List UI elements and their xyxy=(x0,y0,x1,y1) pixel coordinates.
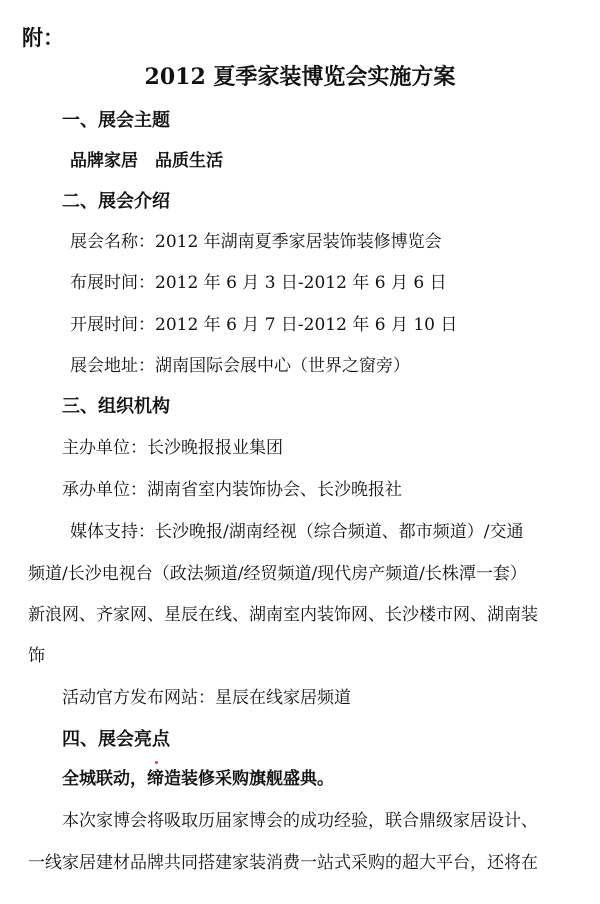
exhibition-name-line: 展会名称：2012 年湖南夏季家居装饰装修博览会 xyxy=(70,232,442,252)
annex-label: 附： xyxy=(22,25,64,50)
section-heading-highlights: 四、展会亮点 xyxy=(62,729,170,750)
section-heading-introduction: 二、展会介绍 xyxy=(62,191,170,212)
section-heading-organization: 三、组织机构 xyxy=(62,396,170,417)
exhibition-address-line: 展会地址：湖南国际会展中心（世界之窗旁） xyxy=(70,356,410,376)
section-heading-theme: 一、展会主题 xyxy=(62,110,170,131)
media-support-line-1: 媒体支持：长沙晚报/湖南经视（综合频道、都市频道）/交通 xyxy=(70,522,524,542)
document-title: 2012 夏季家装博览会实施方案 xyxy=(144,64,456,90)
highlight-body-line-2: 一线家居建材品牌共同搭建家装消费一站式采购的超大平台，还将在 xyxy=(28,853,538,873)
scan-mark xyxy=(155,761,158,764)
media-support-line-2: 频道/长沙电视台（政法频道/经贸频道/现代房产频道/长株潭一套） xyxy=(28,564,527,584)
highlight-body-line-1: 本次家博会将吸取历届家博会的成功经验，联合鼎级家居设计、 xyxy=(62,811,538,831)
highlight-headline: 全城联动，缔造装修采购旗舰盛典。 xyxy=(62,769,334,789)
opening-time-line: 开展时间：2012 年 6 月 7 日-2012 年 6 月 10 日 xyxy=(70,315,458,335)
setup-time-line: 布展时间：2012 年 6 月 3 日-2012 年 6 月 6 日 xyxy=(70,273,447,293)
theme-content: 品牌家居 品质生活 xyxy=(70,151,223,171)
media-support-line-3: 新浪网、齐家网、星辰在线、湖南室内装饰网、长沙楼市网、湖南装 xyxy=(28,605,538,625)
media-support-line-4: 饰 xyxy=(28,646,45,666)
host-unit-line: 主办单位：长沙晚报报业集团 xyxy=(62,438,283,458)
organizer-unit-line: 承办单位：湖南省室内装饰协会、长沙晚报社 xyxy=(62,480,402,500)
official-website-line: 活动官方发布网站：星辰在线家居频道 xyxy=(62,688,351,708)
